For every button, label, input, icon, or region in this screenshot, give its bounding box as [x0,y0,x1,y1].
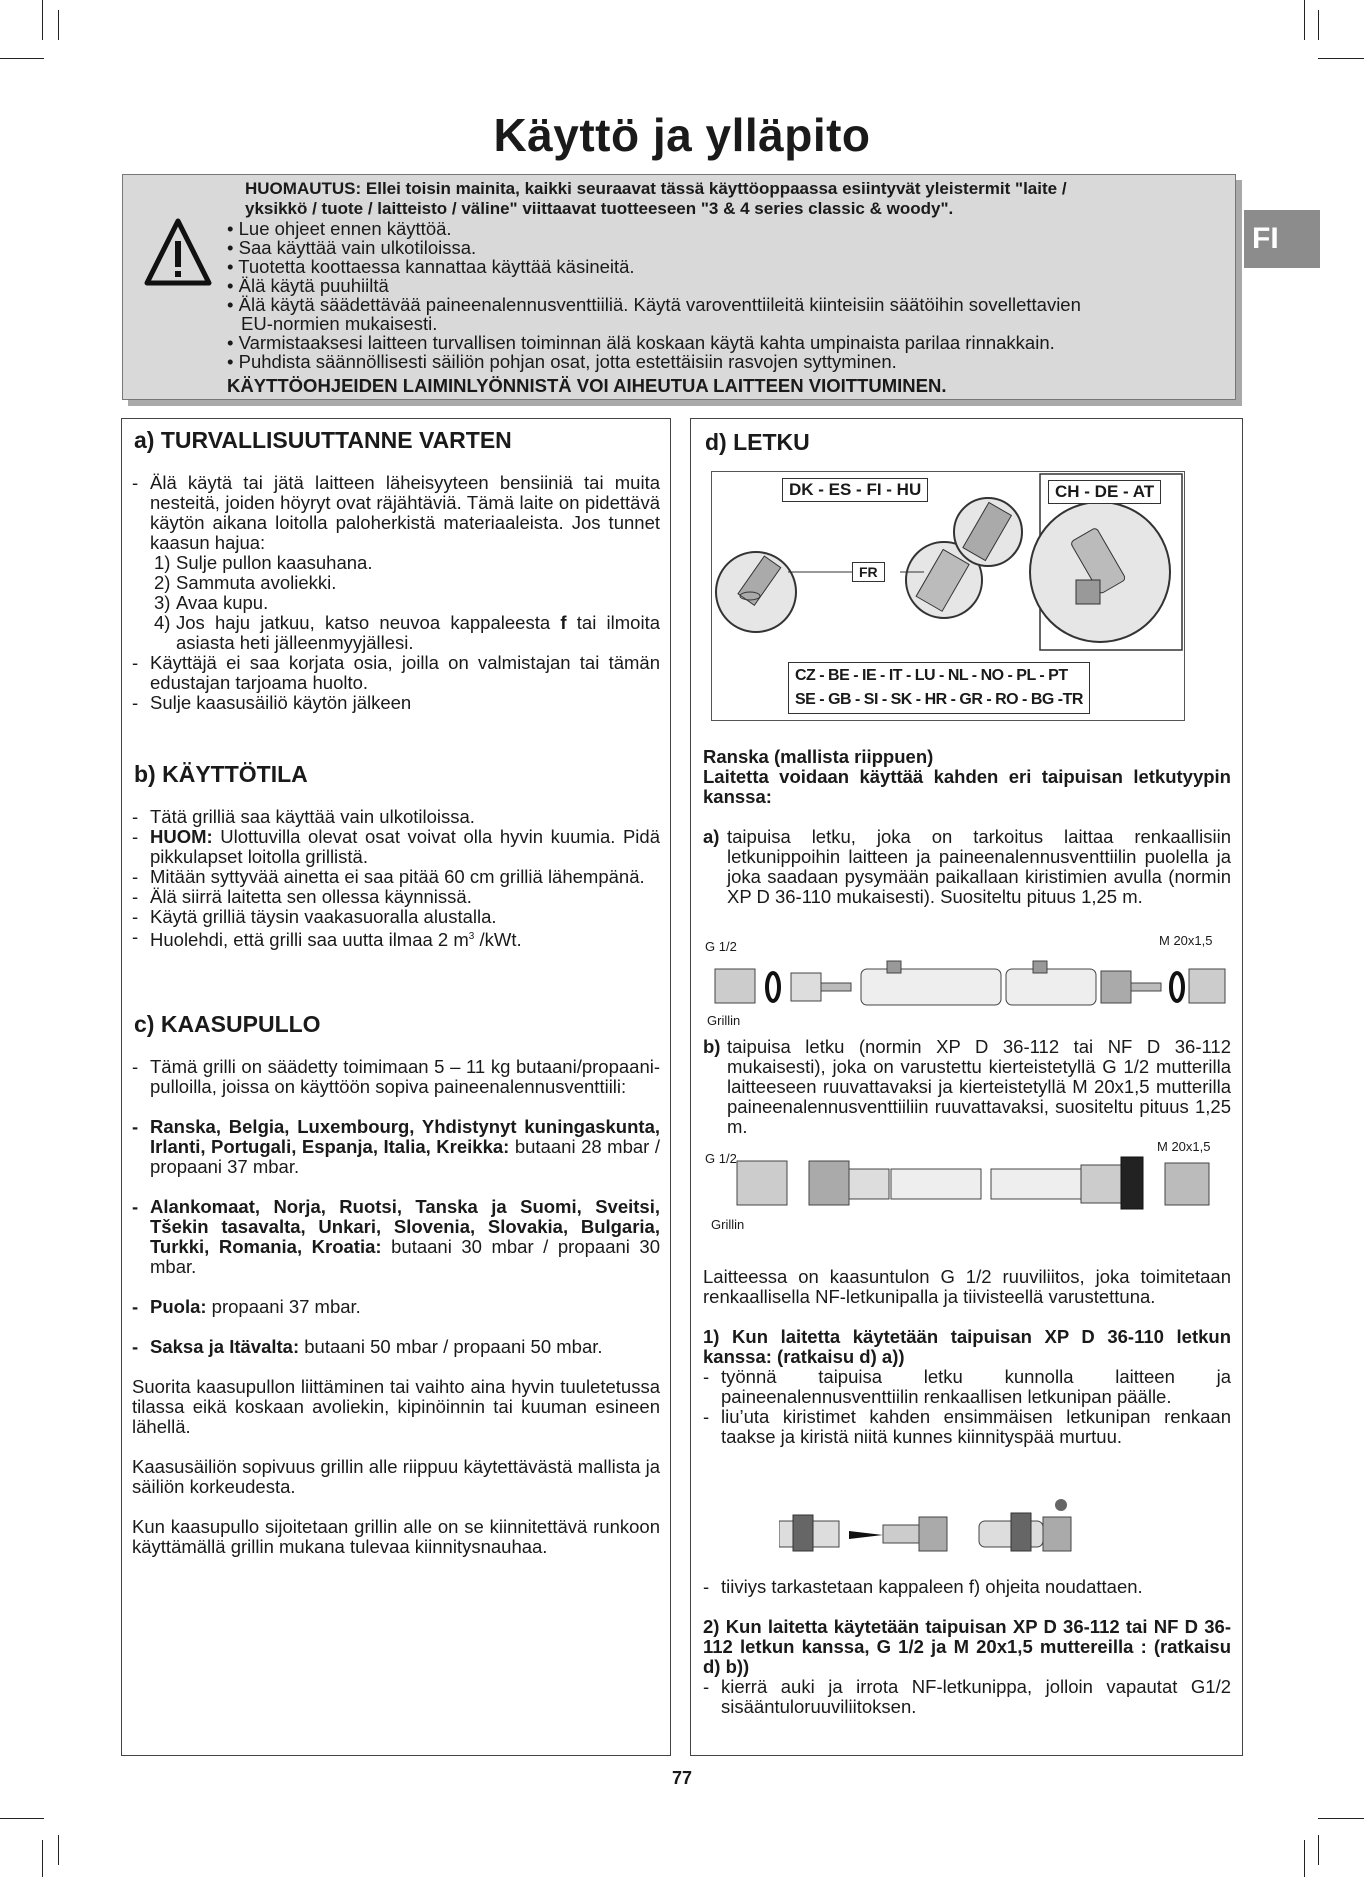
label-fr: FR [852,562,885,582]
section-c-body: - Tämä grilli on säädetty toimimaan 5 – 11 kg butaani/propaani-pulloilla, joissa on käyttöön sopiva paineenalennusventtiili: - Ranska, Belgia, Luxembourg, Yhdistynyt kuningaskunta, Irlanti, Portugali, Espanja, Italia, Kreikka: butaani 28 mbar / propaani 37 mbar. - Alankomaat, Norja, Ruotsi, Tanska ja Suomi, Sveitsi, Tšekin tasavalta, Unkari, Slovenia, Slovakia, Bulgaria, Turkki, Romania, Kroatia: butaani 30 mbar / propaani 30 mbar. - Puola: propaani 37 mbar. - Saksa ja Itävalta: butaani 50 mbar / propaani 50 mbar. Suorita kaasupullon liittäminen tai vaihto aina hyvin tuuletetussa tilassa eikä koskaan avoliekin, kipinöinnin tai kuuman esineen lähellä. Kaasusäiliön sopivuus grillin alle riippuu käytettävästä mallista ja säiliön korkeudesta. Kun kaasupullo sijoitetaan grillin alle on se kiinnitettävä runkoon käyttämällä grillin mukana tulevaa kiinnitysnauhaa. [132,1056,661,1557]
label-country-list: CZ - BE - IE - IT - LU - NL - NO - PL - PT SE - GB - SI - SK - HR - GR - RO - BG -TR [788,662,1090,714]
notice-heading: HUOMAUTUS: Ellei toisin mainita, kaikki seuraavat tässä käyttöoppaassa esiintyvät yleistermit "laite / yksikkö / tuote / laitteisto / väline" viittaavat tuotteeseen "3 & 4 series classic & woody". [245,179,1067,218]
hose-a-figure: G 1/2 M 20x1,5 Grillin [701,939,1231,1049]
notice-item: • Varmistaaksesi laitteen turvallisen toiminnan älä koskaan käytä kahta umpinaista parilaa rinnakkain. [227,332,1055,353]
notice-item: • Älä käytä puuhiiltä [227,275,389,296]
hose-check-text: - tiiviys tarkastetaan kappaleen f) ohjeita noudattaen. 2) Kun laitetta käytetään taipuisan XP D 36-112 tai NF D 36-112 letkun kanssa, G 1/2 ja M 20x1,5 muttereilla : (ratkaisu d) b)) - kierrä auki ja irrota NF-letkunippa, jolloin vapautat G1/2 sisääntuloruuviliitoksen. [703,1576,1231,1717]
notice-item: • Älä käytä säädettävää paineenalennusventtiiliä. Käytä varoventtiileitä kiinteisiin säätöihin sovellettavien [227,294,1081,315]
section-b-body: - Tätä grilliä saa käyttää vain ulkotiloissa. - HUOM: Ulottuvilla olevat osat voivat olla hyvin kuumia. Pidä pikkulapset loitolla grillistä. - Mitään syttyvää ainetta ei saa pitää 60 cm grilliä lähempänä. - Älä siirrä laitetta sen ollessa käynnissä. - Käytä grilliä täysin vaakasuoralla alustalla. - Huolehdi, että grilli saa uutta ilmaa 2 $m^3$ /kWt. [132,806,660,951]
warning-icon [143,217,213,289]
notice-item: • Puhdista säännöllisesti säiliön pohjan osat, jotta estettäisiin rasvojen syttyminen. [227,351,897,372]
left-column [121,418,671,1756]
notice-box [122,174,1236,400]
notice-final-warning: KÄYTTÖOHJEIDEN LAIMINLYÖNNISTÄ VOI AIHEUTUA LAITTEEN VIOITTUMINEN. [227,375,947,396]
section-d-heading: d) LETKU [705,429,810,455]
page-number: 77 [671,1768,693,1788]
notice-item: • Tuotetta koottaessa kannattaa käyttää käsineitä. [227,256,635,277]
section-c-heading: c) KAASUPULLO [134,1011,321,1037]
hose-b-text: b) taipuisa letku (normin XP D 36-112 tai NF D 36-112 mukaisesti), joka on varustettu kierteistetyllä G 1/2 mutterilla laitteeseen ruuvattavaksi ja kierteistetyllä M 20x1,5 mutterilla paineenalennusventtiiliin ruuvattavaksi, suositeltu pituus 1,25 m. [703,1036,1231,1137]
notice-item: • Saa käyttää vain ulkotiloissa. [227,237,477,258]
notice-item: • Lue ohjeet ennen käyttöä. [227,218,452,239]
hose-installation-text: Laitteessa on kaasuntulon G 1/2 ruuviliitos, joka toimitetaan renkaallisella NF-letkunipalla ja tiivisteellä varustettuna. 1) Kun laitetta käytetään taipuisan XP D 36-110 letkun kanssa: (ratkaisu d) a)) - työnnä taipuisa letku kunnolla laitteen ja paineenalennusventtiilin renkaallisen letkunipan päälle. - liu’uta kiristimet kahden ensimmäisen letkunipan renkaan taakse ja kiristä niitä kunnes kiinnityspää murtuu. [703,1266,1231,1447]
label-dk-es-fi-hu: DK - ES - FI - HU [782,478,928,502]
page-title: Käyttö ja ylläpito [493,109,871,161]
notice-list [227,219,1227,371]
label-ch-de-at: CH - DE - AT [1048,480,1161,504]
hose-b-figure: G 1/2 M 20x1,5 Grillin [701,1143,1231,1243]
clamp-illustration [779,1495,1079,1565]
right-column [690,418,1243,1756]
language-tab: FI [1244,210,1320,268]
notice-item: EU-normien mukaisesti. [241,313,438,334]
hose-b-illustration [701,1149,1231,1219]
hose-a-illustration [701,947,1231,1027]
section-b-heading: b) KÄYTTÖTILA [134,761,308,787]
section-d-body: Ranska (mallista riippuen) Laitetta voidaan käyttää kahden eri taipuisan letkutyypin kanssa: a) taipuisa letku, joka on tarkoitus laittaa renkaallisiin letkunippoihin laitteen ja paineenalennusventtiilin puolella ja joka saadaan pysymään paikallaan kiristimien avulla (normin XP D 36-110 mukaisesti). Suositeltu pituus 1,25 m. [703,746,1231,907]
section-a-body: - Älä käytä tai jätä laitteen läheisyyteen bensiiniä tai muita nesteitä, joiden höyryt ovat räjähtäviä. Tämä laite on pidettävä käytön aikana loitolla paloherkistä materiaaleista. Jos tunnet kaasun hajua: 1) Sulje pullon kaasuhana. 2) Sammuta avoliekki. 3) Avaa kupu. 4) Jos haju jatkuu, katso neuvoa kappaleesta f tai ilmoita asiasta heti jälleenmyyjällesi. - Käyttäjä ei saa korjata osia, joilla on valmistajan tai tämän edustajan tarjoama huolto. - Sulje kaasusäiliö käytön jälkeen [132,472,660,713]
regulator-figure [711,471,1185,721]
section-a-heading: a) TURVALLISUUTTANNE VARTEN [134,427,512,453]
